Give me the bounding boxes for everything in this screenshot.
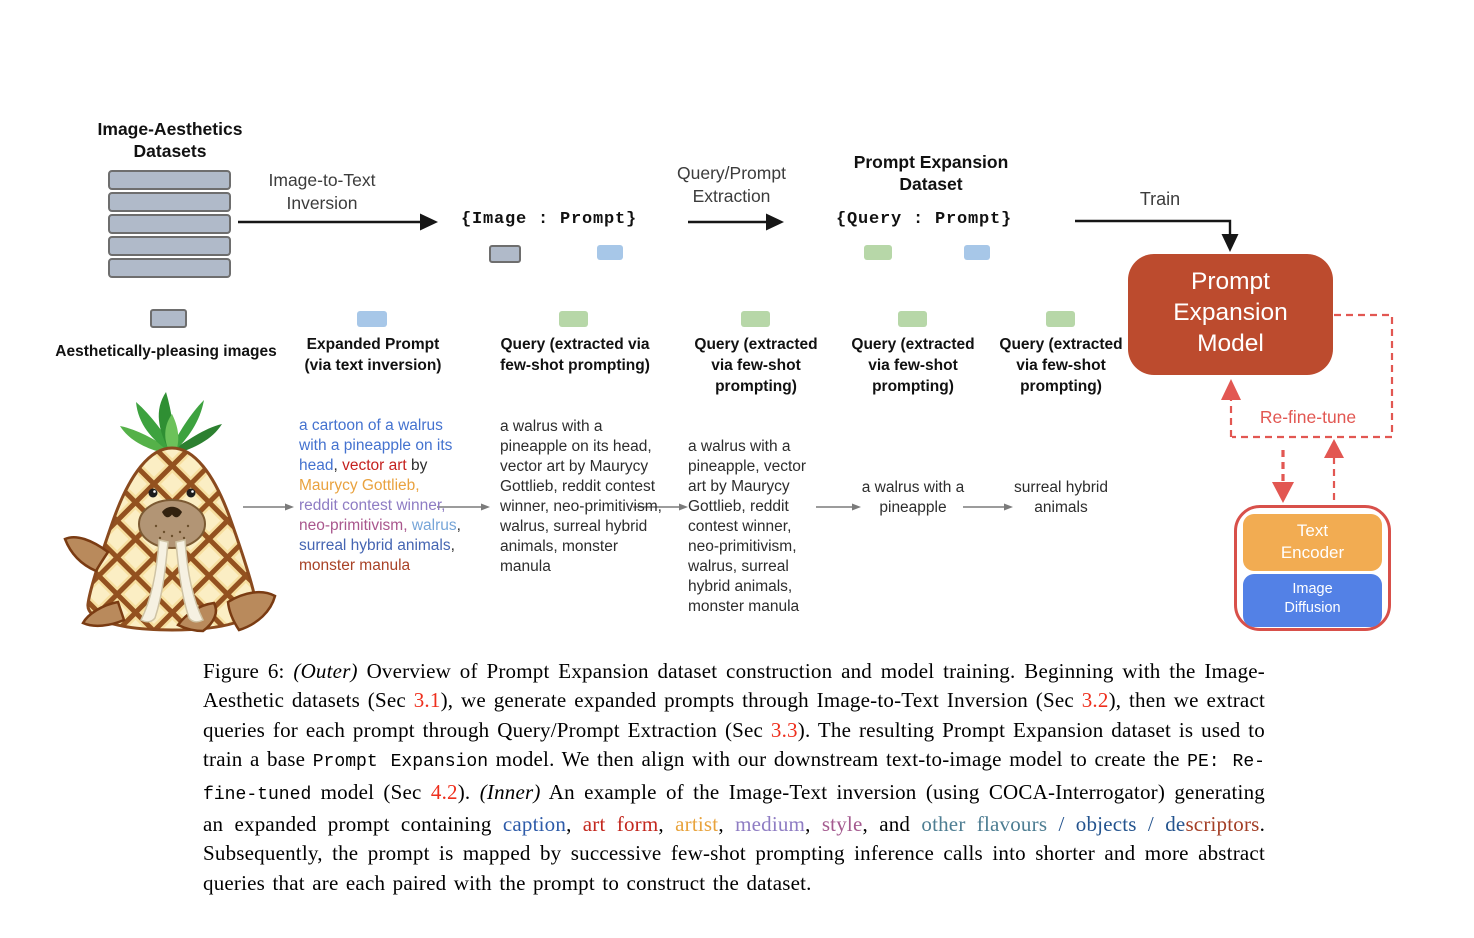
query-text-1: a walrus with a pineapple on its head, vector art by Maurycy Gottlieb, reddit contest winner, neo-primitivism, walrus, surreal hybrid animals, monster manula [500,418,662,575]
column-heading-query-1: Query (extracted via few-shot prompting) [500,336,650,374]
legend-swatch-query [898,311,927,327]
query-prompt-pair: {Query : Prompt} [836,210,1013,229]
pe-dataset-title: Prompt Expansion Dataset [853,152,1009,194]
dataset-row [108,214,231,234]
column-heading-query-3: Query (extracted via few-shot prompting) [851,336,975,395]
image-swatch [489,245,521,263]
walrus-pineapple-image [62,392,282,638]
figure-caption: Figure 6: (Outer) Overview of Prompt Expansion dataset construction and model training. Beginning with the Image-Aesthetic datasets (Sec 3.1), we generate expanded prompts through Image-to-Text Inversion (Sec 3.2), then we extract queries for each prompt through Query/Prompt Extraction (Sec 3.3). The resulting Prompt Expansion dataset is used to train a base Prompt Expansion model. We then align with our downstream text-to-image model to create the PE: Re-fine-tuned model (Sec 4.2). (Inner) An example of the Image-Text inversion (using COCA-Interrogator) generating an expanded prompt containing caption, art form, artist, medium, style, and other flavours / objects / descriptors. Subsequently, the prompt is mapped by successive few-shot prompting inference calls into shorter and more abstract queries that are each paired with the prompt to construct the dataset. [203,659,1266,895]
legend-swatch-image [150,309,187,328]
image-prompt-pair: {Image : Prompt} [461,210,638,229]
prompt-swatch-blue [964,245,990,260]
column-heading-aesthetic-images: Aesthetically-pleasing images [55,343,277,360]
image-diffusion-label: Image Diffusion [1284,581,1341,616]
arrow-label-image-to-text-inversion: Image-to-Text Inversion [268,170,376,213]
arrow-label-train: Train [1139,189,1181,209]
text-encoder-box [1243,514,1382,571]
arrow-label-query-prompt-extraction: Query/Prompt Extraction [677,163,786,206]
prompt-expansion-model-label: Prompt Expansion Model [1173,268,1288,357]
query-swatch-green [864,245,892,260]
legend-swatch-query [1046,311,1075,327]
legend-swatch-query [741,311,770,327]
query-text-3: a walrus with a pineapple [861,479,965,516]
prompt-expansion-model-box [1128,254,1333,375]
expanded-prompt-text: a cartoon of a walrus with a pineapple on its head, vector art by Maurycy Gottlieb, reddit contest winner, neo-primitivism, walrus, surreal hybrid animals, monster manula [299,417,461,574]
re-fine-tune-label: Re-fine-tune [1259,407,1357,427]
dataset-row [108,170,231,190]
pineapple-leaves [120,392,222,456]
text-encoder-label: Text Encoder [1280,521,1345,562]
query-text-2: a walrus with a pineapple, vector art by Maurycy Gottlieb, reddit contest winner, neo-primitivism, walrus, surreal hybrid animals, monster manula [688,438,807,615]
prompt-swatch-blue [597,245,623,260]
dataset-stack-title: Image-Aesthetics Datasets [97,119,243,161]
query-text-4: surreal hybrid animals [1014,479,1108,516]
legend-swatch-query [559,311,588,327]
dataset-row [108,236,231,256]
text-to-image-model-box [1234,505,1391,631]
column-heading-query-4: Query (extracted via few-shot prompting) [999,336,1123,395]
image-diffusion-box [1243,574,1382,627]
dataset-stack-icon [108,170,231,278]
dataset-row [108,258,231,278]
column-heading-query-2: Query (extracted via few-shot prompting) [694,336,818,395]
legend-swatch-expanded-prompt [357,311,387,327]
column-heading-expanded-prompt: Expanded Prompt (via text inversion) [304,336,442,374]
dataset-row [108,192,231,212]
